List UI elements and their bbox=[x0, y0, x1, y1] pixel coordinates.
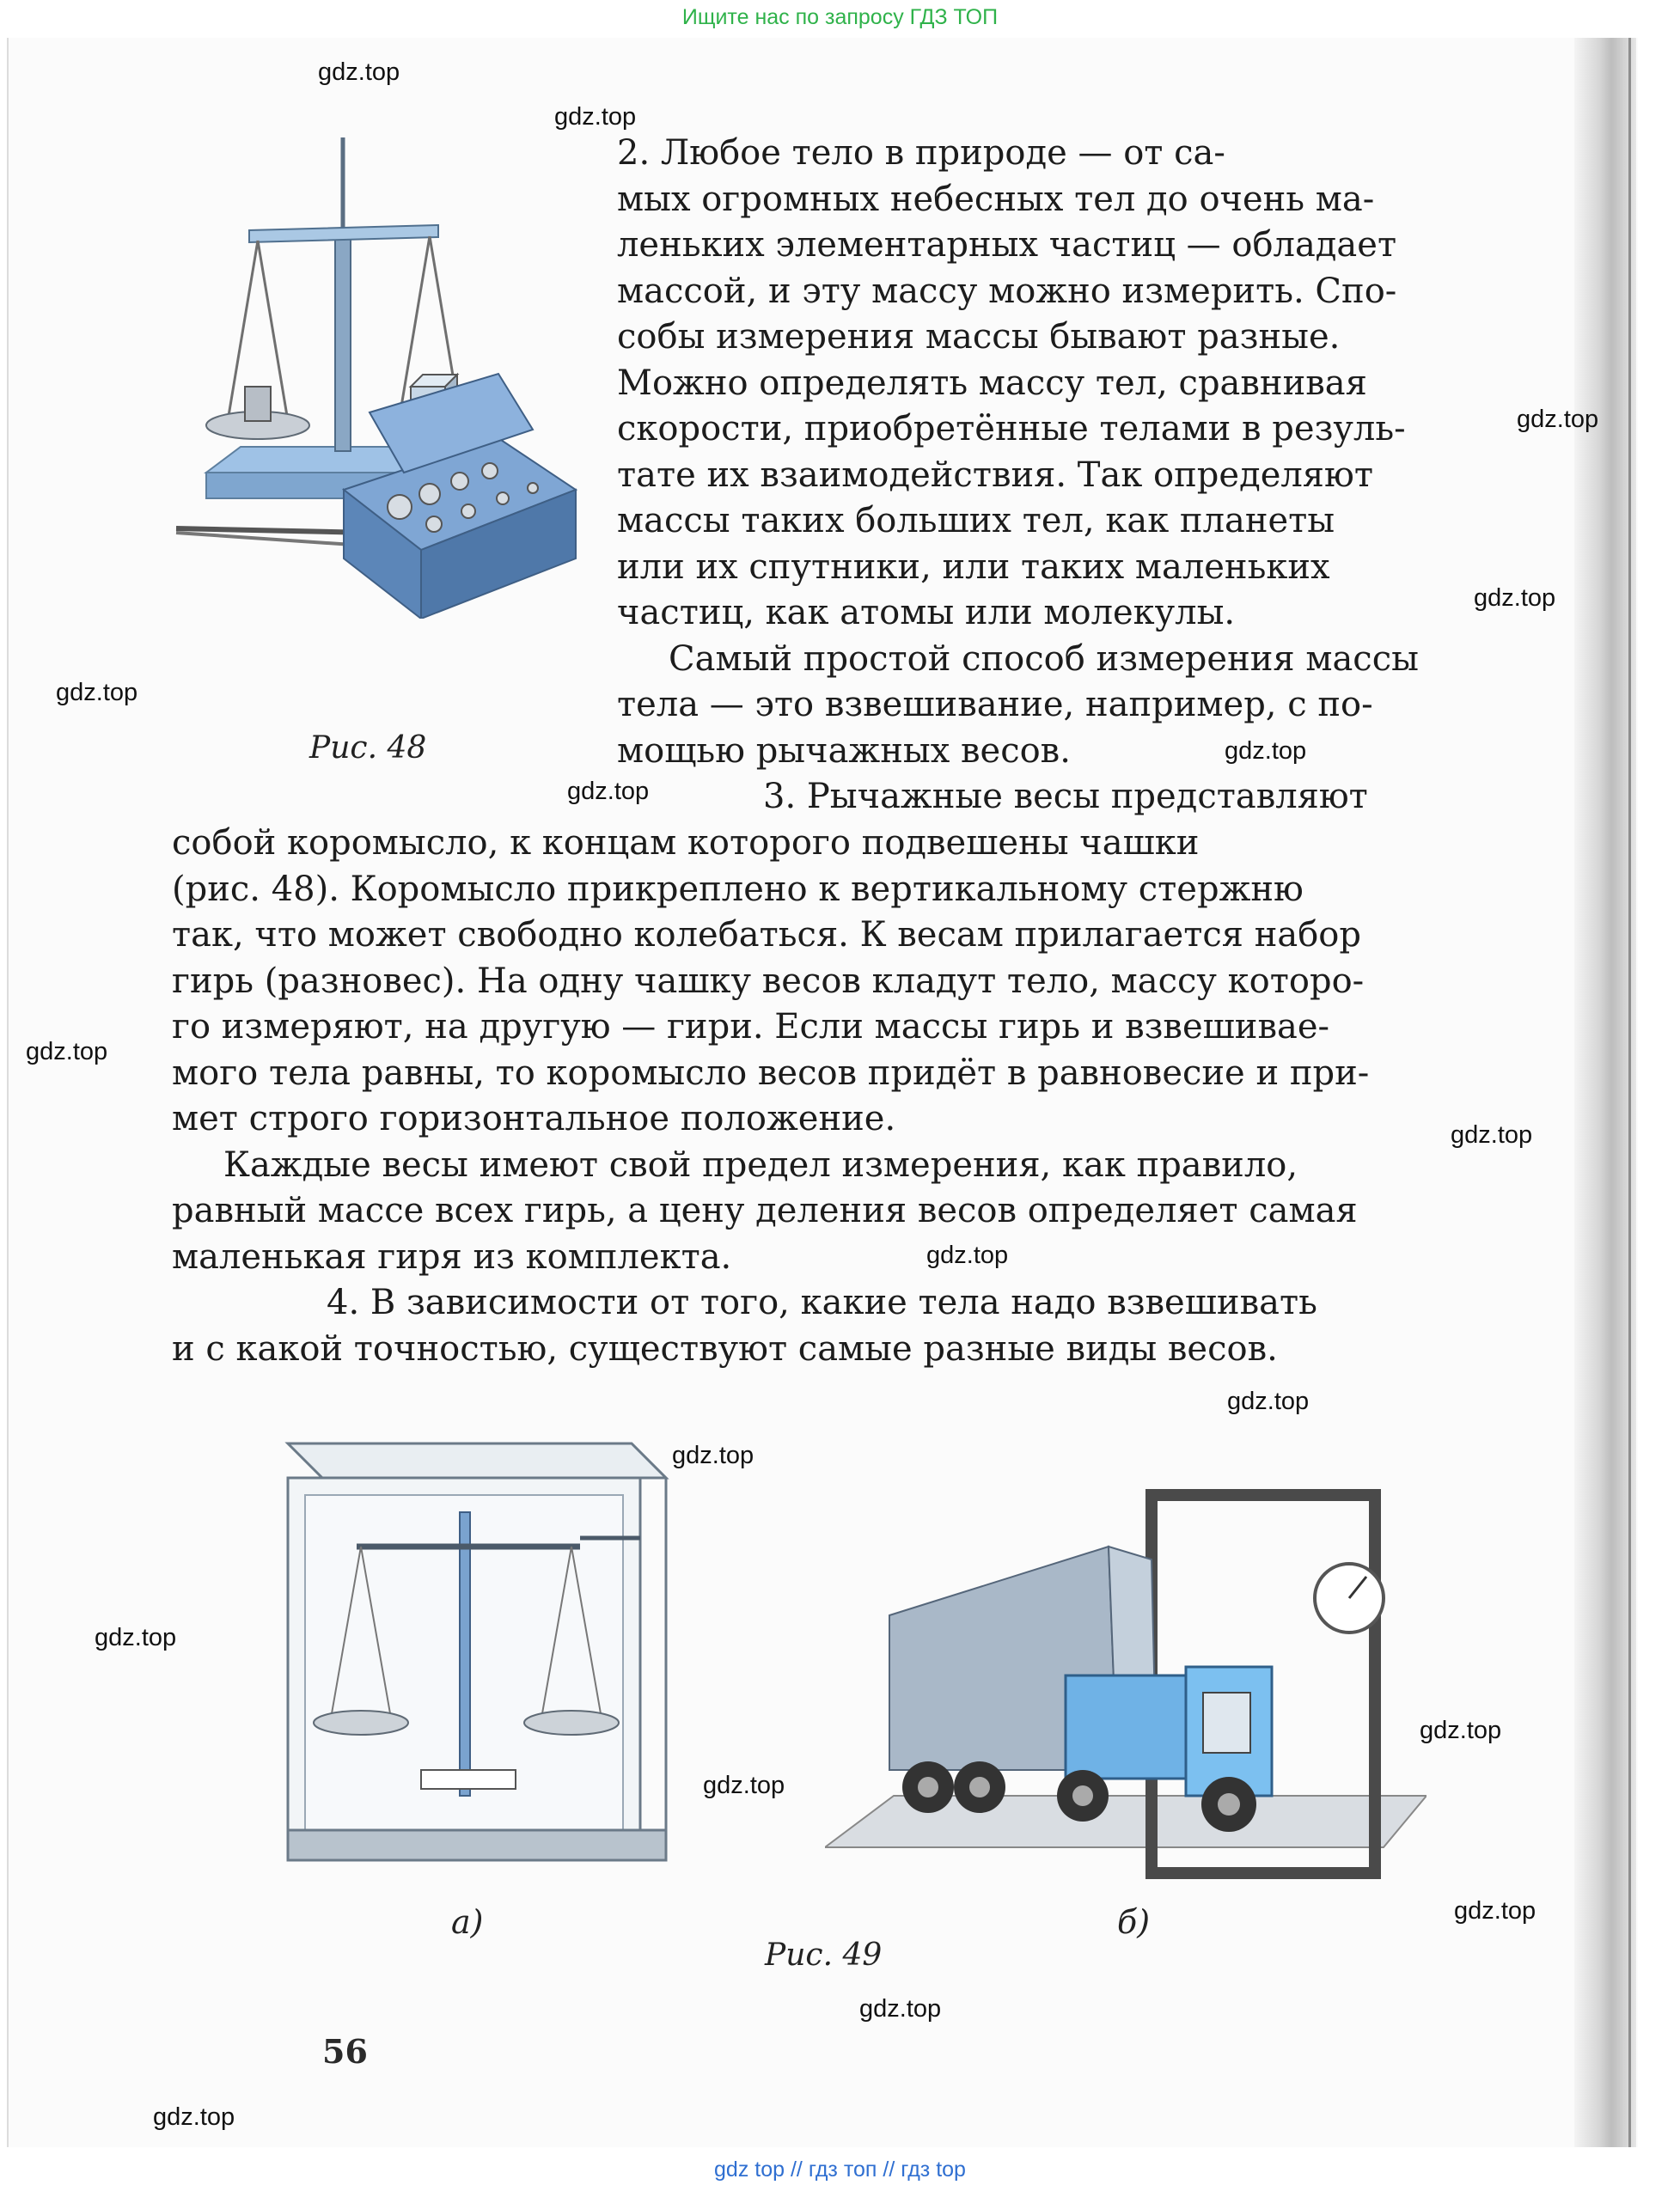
watermark: gdz.top bbox=[1451, 1121, 1533, 1149]
text-line: (рис. 48). Коромысло прикреплено к вертикальному стержню bbox=[172, 869, 1304, 909]
text-line: собой коромысло, к концам которого подвешены чашки bbox=[172, 823, 1200, 863]
text-line: мет строго горизонтальное положение. bbox=[172, 1099, 896, 1138]
paragraph-3 bbox=[172, 821, 1485, 1372]
figure-49-caption: Рис. 49 bbox=[765, 1938, 883, 1973]
watermark: gdz.top bbox=[703, 1772, 785, 1799]
text-line: маленькая гиря из комплекта. bbox=[172, 1236, 732, 1277]
figure-48-balance-and-weights bbox=[172, 129, 584, 619]
text-line: 2. Любое тело в природе — от са- bbox=[617, 133, 1225, 173]
watermark: gdz.top bbox=[56, 679, 138, 706]
figure-48-caption: Рис. 48 bbox=[309, 730, 427, 766]
text-line: скорости, приобретённые телами в резуль- bbox=[617, 409, 1406, 449]
text-line: так, что может свободно колебаться. К весам прилагается набор bbox=[172, 915, 1361, 955]
text-line: леньких элементарных частиц — обладает bbox=[617, 225, 1397, 265]
watermark: gdz.top bbox=[567, 778, 650, 805]
figure-49a-analytical-balance bbox=[262, 1418, 675, 1882]
figure-49b-truck-scale bbox=[825, 1486, 1426, 1882]
text-line: равный массе всех гирь, а цену деления весов определяет самая bbox=[172, 1191, 1358, 1230]
text-line: мого тела равны, то коромысло весов придёт в равновесие и при- bbox=[172, 1053, 1370, 1093]
text-line: собы измерения массы бывают разные. bbox=[617, 317, 1341, 357]
text-line: тате их взаимодействия. Так определяют bbox=[617, 455, 1373, 495]
text-line: мых огромных небесных тел до очень ма- bbox=[617, 179, 1375, 219]
text-line: тела — это взвешивание, например, с по- bbox=[617, 685, 1373, 724]
text-line: мощью рычажных весов. bbox=[617, 730, 1071, 771]
watermark: gdz.top bbox=[153, 2103, 235, 2131]
page-number: 56 bbox=[322, 2032, 368, 2071]
figure-49a-label: а) bbox=[451, 1903, 484, 1941]
watermark: gdz.top bbox=[1517, 406, 1599, 433]
text-line: го измеряют, на другую — гири. Если массы гирь и взвешивае- bbox=[172, 1007, 1330, 1047]
watermark: gdz.top bbox=[554, 103, 637, 131]
watermark: gdz.top bbox=[672, 1442, 754, 1469]
text-line: массой, и эту массу можно измерить. Спо- bbox=[617, 271, 1397, 311]
top-banner[interactable]: Ищите нас по запросу ГДЗ ТОП bbox=[681, 5, 999, 29]
watermark: gdz.top bbox=[318, 58, 400, 86]
book-spine-shadow bbox=[1574, 38, 1636, 2147]
watermark: gdz.top bbox=[26, 1038, 108, 1065]
text-line: Самый простой способ измерения массы bbox=[669, 638, 1419, 679]
bottom-banner[interactable]: gdz top // гдз топ // гдз top bbox=[714, 2157, 966, 2182]
watermark: gdz.top bbox=[1420, 1717, 1502, 1744]
text-line: гирь (разновес). На одну чашку весов кладут тело, массу которо- bbox=[172, 961, 1365, 1001]
paragraph-2 bbox=[617, 131, 1485, 821]
watermark: gdz.top bbox=[926, 1242, 1009, 1269]
text-line: и с какой точностью, существуют самые разные виды весов. bbox=[172, 1328, 1278, 1369]
figure-49b-label: б) bbox=[1117, 1903, 1151, 1941]
text-line: массы таких больших тел, как планеты bbox=[617, 501, 1335, 540]
text-line: частиц, как атомы или молекулы. bbox=[617, 593, 1236, 632]
text-line: 3. Рычажные весы представляют bbox=[763, 777, 1368, 816]
watermark: gdz.top bbox=[1454, 1897, 1536, 1925]
watermark: gdz.top bbox=[1225, 737, 1307, 765]
text-line: Каждые весы имеют свой предел измерения, как правило, bbox=[223, 1144, 1298, 1185]
text-line: 4. В зависимости от того, какие тела надо взвешивать bbox=[327, 1283, 1317, 1322]
watermark: gdz.top bbox=[1474, 584, 1556, 612]
text-line: Можно определять массу тел, сравнивая bbox=[617, 363, 1367, 403]
watermark: gdz.top bbox=[859, 1995, 942, 2023]
watermark: gdz.top bbox=[1227, 1388, 1310, 1415]
text-line: или их спутники, или таких маленьких bbox=[617, 546, 1330, 587]
watermark: gdz.top bbox=[95, 1624, 177, 1651]
book-spine-edge bbox=[1628, 38, 1631, 2147]
